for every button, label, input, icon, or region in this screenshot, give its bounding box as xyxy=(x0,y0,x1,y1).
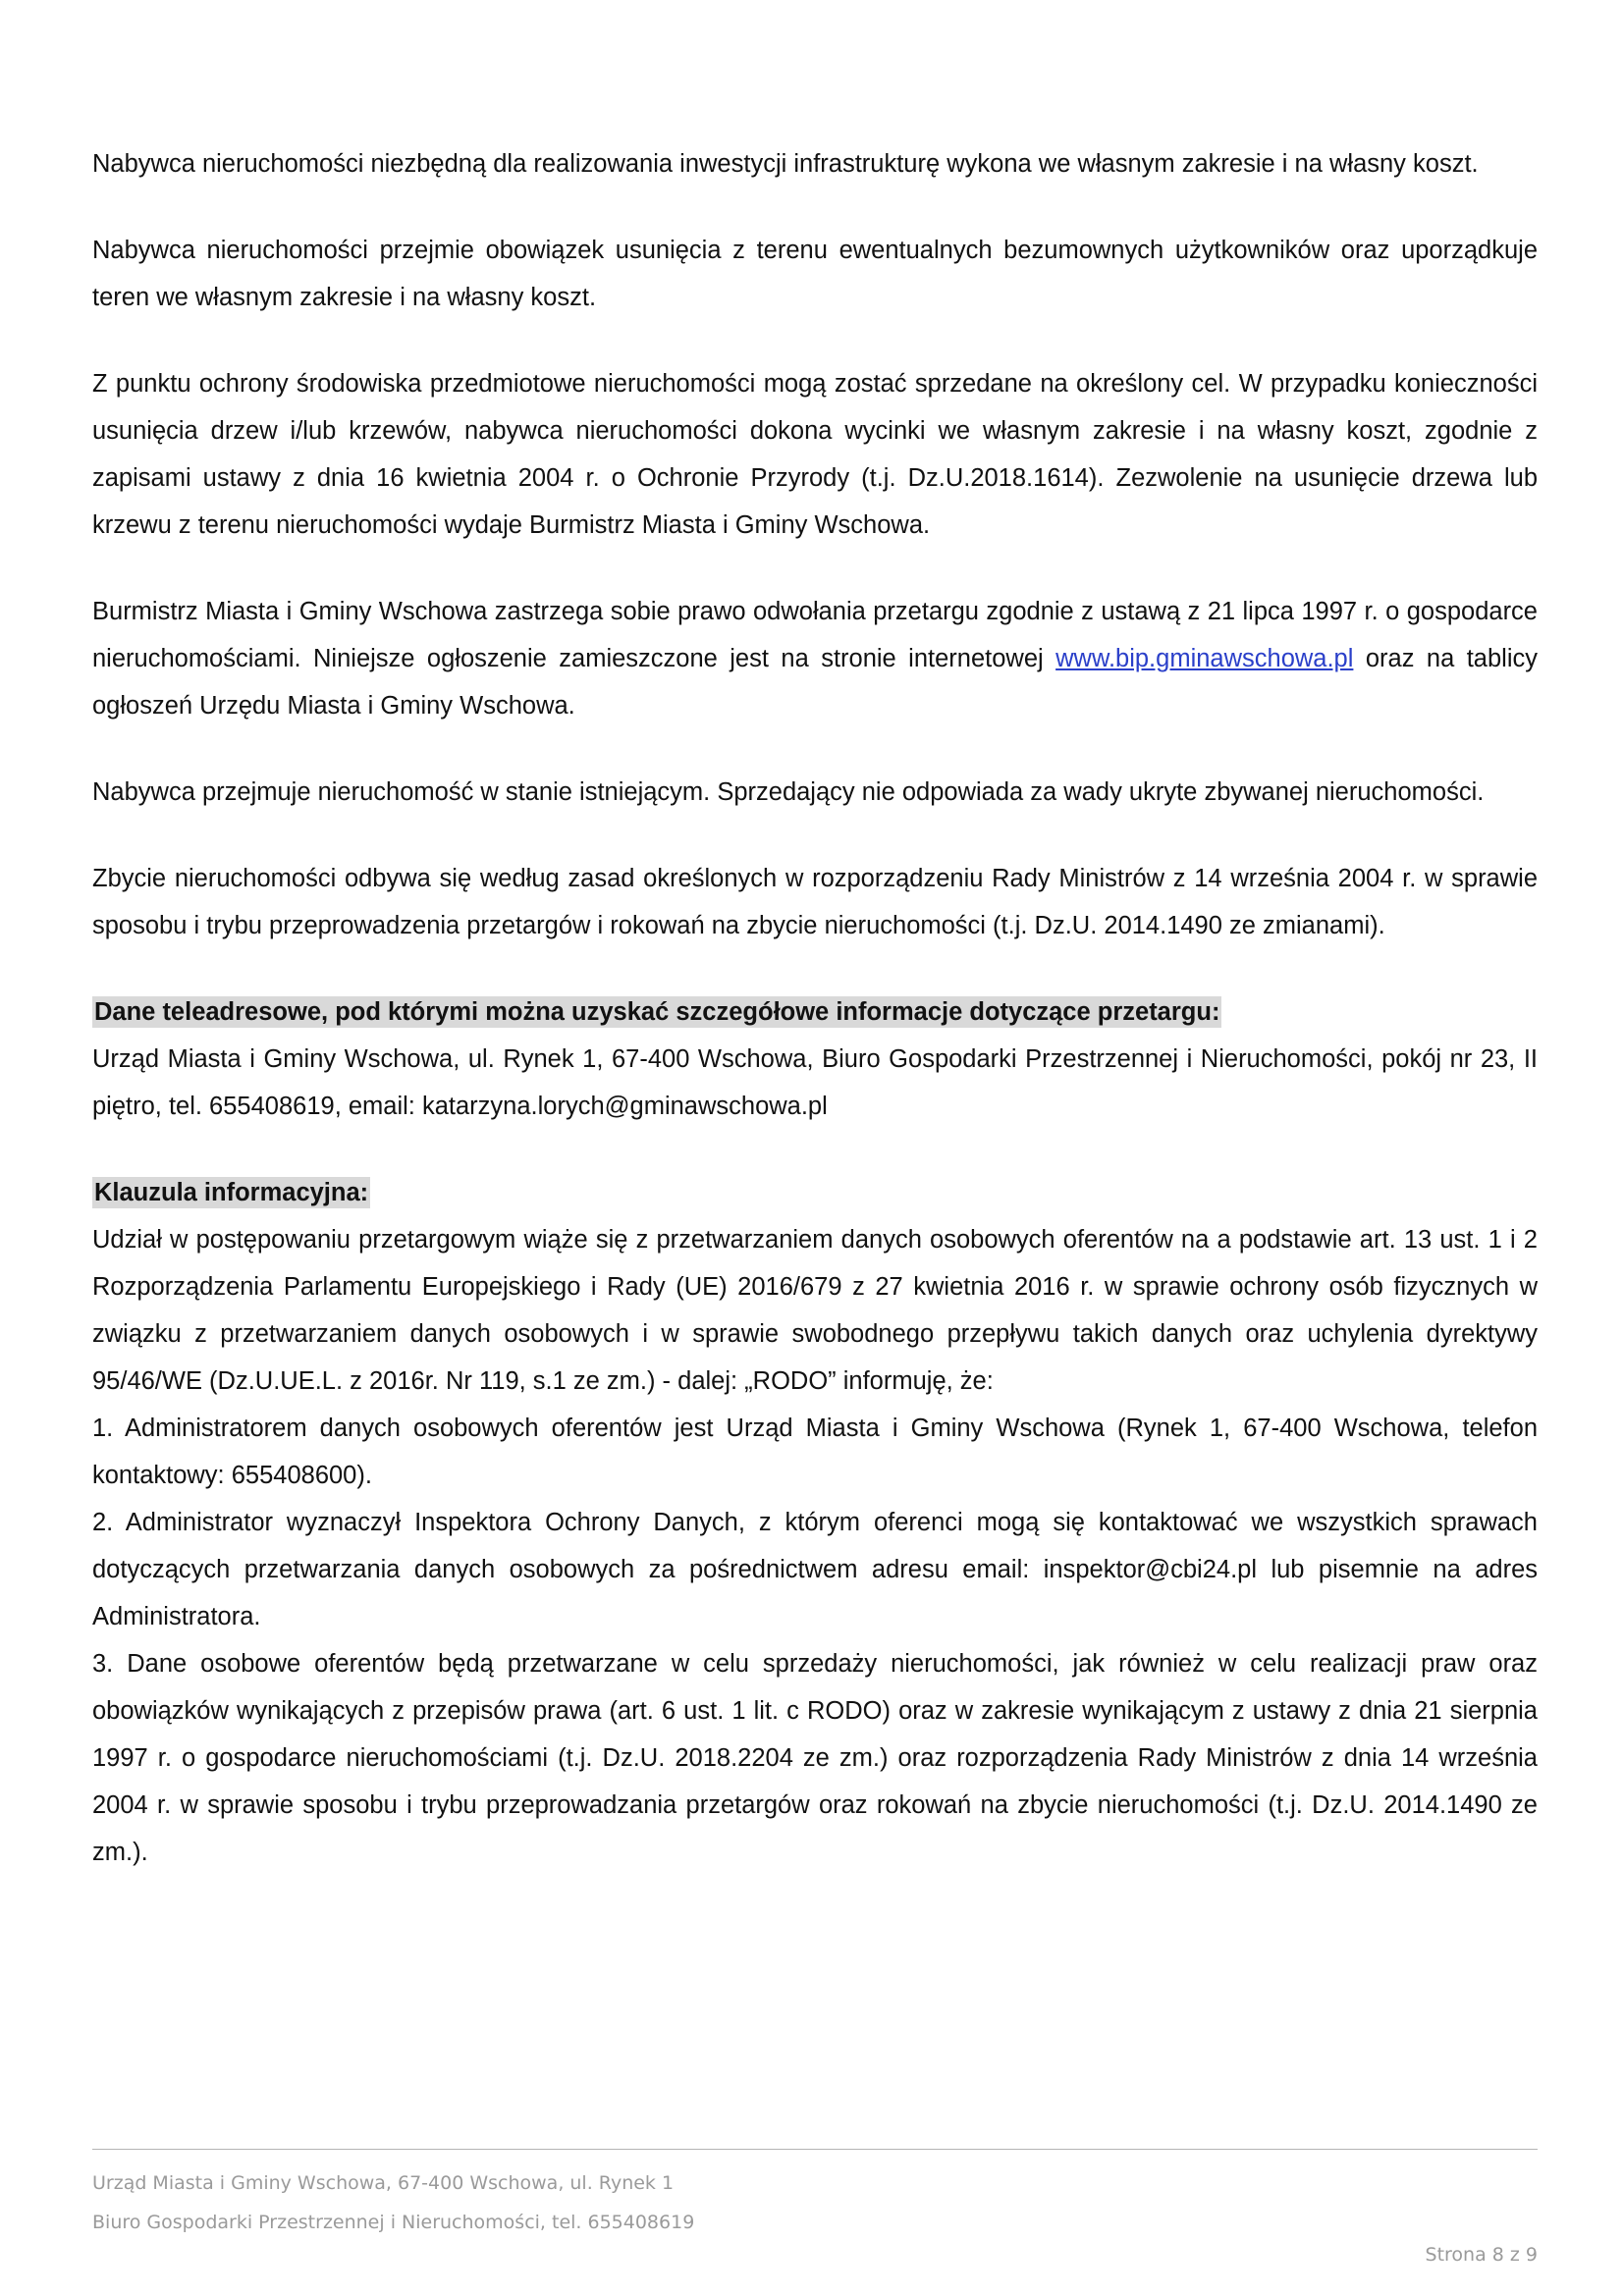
contact-details: Urząd Miasta i Gminy Wschowa, ul. Rynek 1, 67-400 Wschowa, Biuro Gospodarki Przestrzennej i Nieruchomości, pokój nr 23, II piętro, tel. 655408619, email: katarzyna.lorych@gminawschowa.pl xyxy=(92,1045,1538,1120)
clause-heading-text: Klauzula informacyjna: xyxy=(94,1179,369,1206)
cancellation-text-end: oraz na tablicy ogłoszeń Urzędu Miasta i Gminy Wschowa. xyxy=(92,645,1538,720)
contact-heading-text: Dane teleadresowe, pod którymi można uzyskać szczegółowe informacje dotyczące przetargu: xyxy=(94,998,1220,1026)
paragraph-cancellation xyxy=(92,588,1538,729)
paragraph-users-removal: Nabywca nieruchomości przejmie obowiązek usunięcia z terenu ewentualnych bezumownych użytkowników oraz uporządkuje teren we własnym zakresie i na własny koszt. xyxy=(92,237,1538,311)
clause-item-1: 1. Administratorem danych osobowych oferentów jest Urząd Miasta i Gminy Wschowa (Rynek 1, 67-400 Wschowa, telefon kontaktowy: 655408600). xyxy=(92,1415,1538,1489)
page-footer xyxy=(92,2149,1538,2266)
clause-heading xyxy=(92,1169,1538,1216)
bip-website-link[interactable]: www.bip.gminawschowa.pl xyxy=(1055,645,1354,672)
document-body xyxy=(92,140,1538,1876)
paragraph-environment: Z punktu ochrony środowiska przedmiotowe nieruchomości mogą zostać sprzedane na określony cel. W przypadku konieczności usunięcia drzew i/lub krzewów, nabywca nieruchomości dokona wycinki we własnym zakresie i na własny koszt, zgodnie z zapisami ustawy z dnia 16 kwietnia 2004 r. o Ochronie Przyrody (t.j. Dz.U.2018.1614). Zezwolenie na usunięcie drzewa lub krzewu z terenu nieruchomości wydaje Burmistrz Miasta i Gminy Wschowa. xyxy=(92,370,1538,539)
paragraph-condition: Nabywca przejmuje nieruchomość w stanie istniejącym. Sprzedający nie odpowiada za wady ukryte zbywanej nieruchomości. xyxy=(92,778,1485,806)
paragraph-regulation: Zbycie nieruchomości odbywa się według zasad określonych w rozporządzeniu Rady Ministrów z 14 września 2004 r. w sprawie sposobu i trybu przeprowadzenia przetargów i rokowań na zbycie nieruchomości (t.j. Dz.U. 2014.1490 ze zmianami). xyxy=(92,865,1538,939)
footer-office: Biuro Gospodarki Przestrzennej i Nieruchomości, tel. 655408619 xyxy=(92,2212,695,2233)
clause-intro: Udział w postępowaniu przetargowym wiąże się z przetwarzaniem danych osobowych oferentów na a podstawie art. 13 ust. 1 i 2 Rozporządzenia Parlamentu Europejskiego i Rady (UE) 2016/679 z 27 kwietnia 2016 r. w sprawie ochrony osób fizycznych w związku z przetwarzaniem danych osobowych i w sprawie swobodnego przepływu takich danych oraz uchylenia dyrektywy 95/46/WE (Dz.U.UE.L. z 2016r. Nr 119, s.1 ze zm.) - dalej: „RODO” informuję, że: xyxy=(92,1226,1538,1395)
footer-address: Urząd Miasta i Gminy Wschowa, 67-400 Wschowa, ul. Rynek 1 xyxy=(92,2172,675,2194)
paragraph-infrastructure: Nabywca nieruchomości niezbędną dla realizowania inwestycji infrastrukturę wykona we własnym zakresie i na własny koszt. xyxy=(92,150,1479,178)
page-number: Strona 8 z 9 xyxy=(1425,2244,1538,2266)
contact-heading xyxy=(92,988,1538,1036)
clause-item-2: 2. Administrator wyznaczył Inspektora Ochrony Danych, z którym oferenci mogą się kontaktować we wszystkich sprawach dotyczących przetwarzania danych osobowych za pośrednictwem adresu email: inspektor@cbi24.pl lub pisemnie na adres Administratora. xyxy=(92,1509,1538,1630)
clause-item-3: 3. Dane osobowe oferentów będą przetwarzane w celu sprzedaży nieruchomości, jak również w celu realizacji praw oraz obowiązków wynikających z przepisów prawa (art. 6 ust. 1 lit. c RODO) oraz w zakresie wynikającym z ustawy z dnia 21 sierpnia 1997 r. o gospodarce nieruchomościami (t.j. Dz.U. 2018.2204 ze zm.) oraz rozporządzenia Rady Ministrów z dnia 14 września 2004 r. w sprawie sposobu i trybu przeprowadzania przetargów oraz rokowań na zbycie nieruchomości (t.j. Dz.U. 2014.1490 ze zm.). xyxy=(92,1650,1538,1866)
cancellation-text: Burmistrz Miasta i Gminy Wschowa zastrzega sobie prawo odwołania przetargu zgodnie z ustawą z 21 lipca 1997 r. o gospodarce nieruchomościami. Niniejsze ogłoszenie zamieszczone jest na stronie internetowej xyxy=(92,598,1538,672)
